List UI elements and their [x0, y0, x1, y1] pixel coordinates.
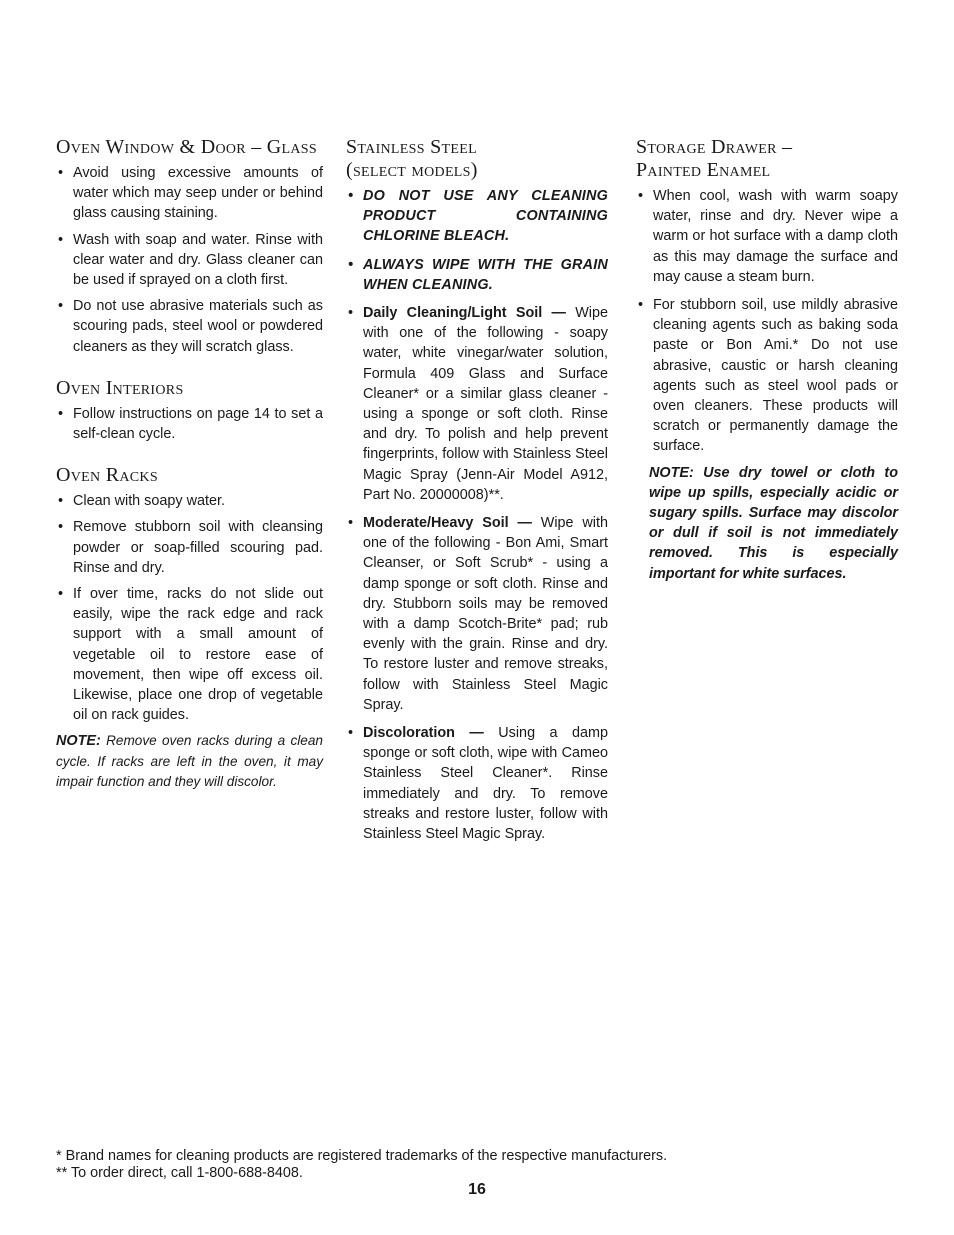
list-storage-drawer [636, 186, 898, 457]
warning-item: • ALWAYS WIPE WITH THE GRAIN WHEN CLEANING. [346, 255, 608, 295]
title-line: Storage Drawer – [636, 136, 793, 158]
section-title-oven-window-door-glass: Oven Window & Door – Glass [56, 136, 317, 158]
column-right [636, 136, 898, 584]
list-oven-window-door-glass [56, 163, 323, 357]
list-item: • Avoid using excessive amounts of water which may seep under or behind glass causing staining. [56, 163, 323, 224]
list-item: • Follow instructions on page 14 to set a self-clean cycle. [56, 404, 323, 444]
section-title-storage-drawer [636, 136, 898, 182]
title-line: (select models) [346, 159, 478, 181]
item-text: Wipe with one of the following - soapy water, white vinegar/water solution, Formula 409 Glass and Surface Cleaner* or a similar glass cleaner - using a sponge or soft cloth. Rinse and dry. To polish and help prevent fingerprints, follow with Stainless Steel Magic Spray (Jenn-Air Model A912, Part No. 20000008)**. [363, 305, 608, 503]
list-item: • If over time, racks do not slide out easily, wipe the rack edge and rack support with a small amount of vegetable oil to restore ease of movement, then wipe off excess oil. Likewise, place one drop of vegetable oil on rack guides. [56, 584, 323, 725]
section-title-oven-interiors: Oven Interiors [56, 376, 184, 399]
section-title-stainless-steel [346, 136, 608, 182]
item-text: Wipe with one of the following - Bon Ami, Smart Cleanser, or Soft Scrub* - using a damp sponge or soft cloth. Rinse and dry. Stubborn soils may be removed with a damp Scotch-Brite* pad; rub evenly with the grain. Rinse and dry. To restore luster and remove streaks, follow with Stainless Steel Magic Spray. [363, 515, 608, 713]
list-oven-racks [56, 491, 323, 725]
column-middle [346, 136, 608, 850]
footnote: * Brand names for cleaning products are registered trademarks of the respective manufacturers. [56, 1148, 668, 1164]
list-item: • Do not use abrasive materials such as scouring pads, steel wool or powdered cleaners as they will scratch glass. [56, 296, 323, 357]
title-line: Stainless Steel [346, 136, 477, 158]
warning-item: • DO NOT USE ANY CLEANING PRODUCT CONTAINING CHLORINE BLEACH. [346, 186, 608, 247]
list-stainless-steel [346, 186, 608, 844]
storage-drawer-note: NOTE: Use dry towel or cloth to wipe up spills, especially acidic or sugary spills. Surface may discolor or dull if soil is not immediately removed. This is especially important for white surfaces. [649, 464, 898, 582]
footnote: ** To order direct, call 1-800-688-8408. [56, 1165, 303, 1181]
note-text: Remove oven racks during a clean cycle. If racks are left in the oven, it may impair function and they will discolor. [56, 733, 323, 789]
footnotes [56, 1148, 856, 1182]
list-item [346, 723, 608, 844]
list-item: • Remove stubborn soil with cleansing powder or soap-filled scouring pad. Rinse and dry. [56, 517, 323, 578]
item-lead: Discoloration — [363, 725, 484, 742]
section-title-oven-racks: Oven Racks [56, 464, 158, 487]
list-item: • When cool, wash with warm soapy water, rinse and dry. Never wipe a warm or hot surface with a damp cloth as this may damage the surface and may cause a steam burn. [636, 186, 898, 287]
list-item [346, 513, 608, 715]
list-item: • For stubborn soil, use mildly abrasive cleaning agents such as baking soda paste or Bon Ami.* Do not use abrasive, caustic or harsh cleaning agents such as steel wool pads or oven cleaners. These products will scratch or permanently damage the surface. [636, 295, 898, 457]
list-oven-interiors [56, 404, 323, 444]
item-lead: Moderate/Heavy Soil — [363, 515, 532, 532]
item-lead: Daily Cleaning/Light Soil — [363, 305, 566, 322]
page-number: 16 [468, 1181, 486, 1198]
list-item [346, 303, 608, 505]
note-label: NOTE: [56, 733, 101, 750]
item-text: Using a damp sponge or soft cloth, wipe with Cameo Stainless Steel Cleaner*. Rinse immediately and dry. To remove streaks and restore luster, follow with Stainless Steel Magic Spray. [363, 725, 608, 843]
oven-racks-note [56, 731, 323, 792]
list-item: • Clean with soapy water. [56, 491, 323, 511]
list-item: • Wash with soap and water. Rinse with clear water and dry. Glass cleaner can be used if sprayed on a cloth first. [56, 230, 323, 291]
column-left [56, 136, 323, 792]
title-line: Painted Enamel [636, 159, 771, 181]
